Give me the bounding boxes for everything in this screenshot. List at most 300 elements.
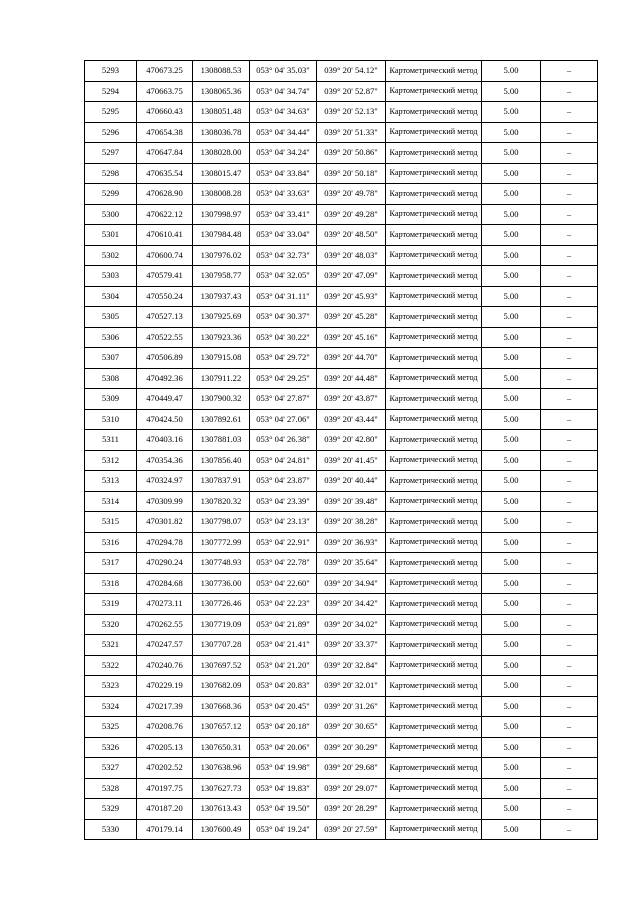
coord-y-cell: 1307668.36: [193, 696, 250, 717]
coord-x-cell: 470506.89: [137, 348, 193, 369]
coord-x-cell: 470229.19: [137, 676, 193, 697]
latitude-cell: 053° 04' 23.13": [250, 512, 317, 533]
note-cell: –: [541, 758, 598, 779]
method-cell: Картометрический метод: [386, 758, 482, 779]
coord-y-cell: 1308008.28: [193, 184, 250, 205]
note-cell: –: [541, 266, 598, 287]
coord-y-cell: 1307923.36: [193, 327, 250, 348]
coordinates-table: [84, 60, 598, 840]
longitude-cell: 039° 20' 54.12": [317, 61, 386, 82]
longitude-cell: 039° 20' 50.86": [317, 143, 386, 164]
method-cell: Картометрический метод: [386, 61, 482, 82]
coord-y-cell: 1307798.07: [193, 512, 250, 533]
table-row: [85, 512, 598, 533]
longitude-cell: 039° 20' 39.48": [317, 491, 386, 512]
table-row: [85, 143, 598, 164]
coord-x-cell: 470354.36: [137, 450, 193, 471]
note-cell: –: [541, 143, 598, 164]
note-cell: –: [541, 389, 598, 410]
coord-x-cell: 470240.76: [137, 655, 193, 676]
coord-x-cell: 470673.25: [137, 61, 193, 82]
accuracy-cell: 5.00: [482, 717, 541, 738]
coord-x-cell: 470294.78: [137, 532, 193, 553]
method-cell: Картометрический метод: [386, 532, 482, 553]
note-cell: –: [541, 471, 598, 492]
table-row: [85, 614, 598, 635]
accuracy-cell: 5.00: [482, 61, 541, 82]
accuracy-cell: 5.00: [482, 512, 541, 533]
latitude-cell: 053° 04' 32.05": [250, 266, 317, 287]
longitude-cell: 039° 20' 40.44": [317, 471, 386, 492]
note-cell: –: [541, 204, 598, 225]
point-number-cell: 5313: [85, 471, 137, 492]
latitude-cell: 053° 04' 34.44": [250, 122, 317, 143]
coord-x-cell: 470205.13: [137, 737, 193, 758]
method-cell: Картометрический метод: [386, 225, 482, 246]
coord-x-cell: 470647.84: [137, 143, 193, 164]
note-cell: –: [541, 122, 598, 143]
table-row: [85, 676, 598, 697]
method-cell: Картометрический метод: [386, 594, 482, 615]
accuracy-cell: 5.00: [482, 327, 541, 348]
table-row: [85, 245, 598, 266]
coord-x-cell: 470449.47: [137, 389, 193, 410]
point-number-cell: 5294: [85, 81, 137, 102]
accuracy-cell: 5.00: [482, 409, 541, 430]
table-row: [85, 737, 598, 758]
coord-y-cell: 1308088.53: [193, 61, 250, 82]
point-number-cell: 5306: [85, 327, 137, 348]
latitude-cell: 053° 04' 22.60": [250, 573, 317, 594]
point-number-cell: 5311: [85, 430, 137, 451]
coord-x-cell: 470284.68: [137, 573, 193, 594]
accuracy-cell: 5.00: [482, 348, 541, 369]
method-cell: Картометрический метод: [386, 471, 482, 492]
method-cell: Картометрический метод: [386, 143, 482, 164]
table-row: [85, 471, 598, 492]
latitude-cell: 053° 04' 33.84": [250, 163, 317, 184]
latitude-cell: 053° 04' 31.11": [250, 286, 317, 307]
accuracy-cell: 5.00: [482, 163, 541, 184]
point-number-cell: 5303: [85, 266, 137, 287]
table-row: [85, 102, 598, 123]
longitude-cell: 039° 20' 32.84": [317, 655, 386, 676]
point-number-cell: 5302: [85, 245, 137, 266]
method-cell: Картометрический метод: [386, 819, 482, 840]
accuracy-cell: 5.00: [482, 225, 541, 246]
accuracy-cell: 5.00: [482, 184, 541, 205]
coord-x-cell: 470324.97: [137, 471, 193, 492]
table-row: [85, 450, 598, 471]
method-cell: Картометрический метод: [386, 204, 482, 225]
point-number-cell: 5320: [85, 614, 137, 635]
longitude-cell: 039° 20' 51.33": [317, 122, 386, 143]
longitude-cell: 039° 20' 47.09": [317, 266, 386, 287]
coord-y-cell: 1307837.91: [193, 471, 250, 492]
longitude-cell: 039° 20' 27.59": [317, 819, 386, 840]
note-cell: –: [541, 430, 598, 451]
latitude-cell: 053° 04' 19.50": [250, 799, 317, 820]
longitude-cell: 039° 20' 32.01": [317, 676, 386, 697]
table-row: [85, 758, 598, 779]
point-number-cell: 5305: [85, 307, 137, 328]
coord-y-cell: 1307682.09: [193, 676, 250, 697]
note-cell: –: [541, 635, 598, 656]
longitude-cell: 039° 20' 30.65": [317, 717, 386, 738]
note-cell: –: [541, 512, 598, 533]
table-row: [85, 532, 598, 553]
method-cell: Картометрический метод: [386, 245, 482, 266]
method-cell: Картометрический метод: [386, 184, 482, 205]
longitude-cell: 039° 20' 33.37": [317, 635, 386, 656]
latitude-cell: 053° 04' 22.78": [250, 553, 317, 574]
point-number-cell: 5298: [85, 163, 137, 184]
latitude-cell: 053° 04' 34.74": [250, 81, 317, 102]
point-number-cell: 5307: [85, 348, 137, 369]
note-cell: –: [541, 655, 598, 676]
latitude-cell: 053° 04' 26.38": [250, 430, 317, 451]
longitude-cell: 039° 20' 34.42": [317, 594, 386, 615]
note-cell: –: [541, 532, 598, 553]
coord-x-cell: 470273.11: [137, 594, 193, 615]
coord-y-cell: 1307638.96: [193, 758, 250, 779]
coord-y-cell: 1307900.32: [193, 389, 250, 410]
longitude-cell: 039° 20' 38.28": [317, 512, 386, 533]
longitude-cell: 039° 20' 45.93": [317, 286, 386, 307]
point-number-cell: 5322: [85, 655, 137, 676]
latitude-cell: 053° 04' 21.89": [250, 614, 317, 635]
latitude-cell: 053° 04' 29.72": [250, 348, 317, 369]
table-row: [85, 799, 598, 820]
accuracy-cell: 5.00: [482, 81, 541, 102]
point-number-cell: 5309: [85, 389, 137, 410]
longitude-cell: 039° 20' 29.68": [317, 758, 386, 779]
table-row: [85, 163, 598, 184]
coord-x-cell: 470654.38: [137, 122, 193, 143]
latitude-cell: 053° 04' 20.45": [250, 696, 317, 717]
point-number-cell: 5324: [85, 696, 137, 717]
table-row: [85, 409, 598, 430]
coord-x-cell: 470527.13: [137, 307, 193, 328]
latitude-cell: 053° 04' 21.20": [250, 655, 317, 676]
coord-x-cell: 470179.14: [137, 819, 193, 840]
latitude-cell: 053° 04' 27.06": [250, 409, 317, 430]
note-cell: –: [541, 184, 598, 205]
longitude-cell: 039° 20' 49.28": [317, 204, 386, 225]
longitude-cell: 039° 20' 43.87": [317, 389, 386, 410]
longitude-cell: 039° 20' 45.28": [317, 307, 386, 328]
coord-y-cell: 1308028.00: [193, 143, 250, 164]
accuracy-cell: 5.00: [482, 389, 541, 410]
longitude-cell: 039° 20' 34.94": [317, 573, 386, 594]
longitude-cell: 039° 20' 36.93": [317, 532, 386, 553]
note-cell: –: [541, 409, 598, 430]
method-cell: Картометрический метод: [386, 122, 482, 143]
coord-y-cell: 1307911.22: [193, 368, 250, 389]
method-cell: Картометрический метод: [386, 553, 482, 574]
method-cell: Картометрический метод: [386, 327, 482, 348]
note-cell: –: [541, 81, 598, 102]
latitude-cell: 053° 04' 27.87": [250, 389, 317, 410]
accuracy-cell: 5.00: [482, 450, 541, 471]
point-number-cell: 5312: [85, 450, 137, 471]
coord-y-cell: 1308065.36: [193, 81, 250, 102]
latitude-cell: 053° 04' 32.73": [250, 245, 317, 266]
coord-y-cell: 1307998.97: [193, 204, 250, 225]
coord-y-cell: 1307719.09: [193, 614, 250, 635]
coord-y-cell: 1307915.08: [193, 348, 250, 369]
accuracy-cell: 5.00: [482, 266, 541, 287]
note-cell: –: [541, 573, 598, 594]
latitude-cell: 053° 04' 19.98": [250, 758, 317, 779]
method-cell: Картометрический метод: [386, 286, 482, 307]
method-cell: Картометрический метод: [386, 717, 482, 738]
accuracy-cell: 5.00: [482, 778, 541, 799]
coord-x-cell: 470217.39: [137, 696, 193, 717]
method-cell: Картометрический метод: [386, 102, 482, 123]
note-cell: –: [541, 614, 598, 635]
latitude-cell: 053° 04' 34.63": [250, 102, 317, 123]
note-cell: –: [541, 737, 598, 758]
coord-x-cell: 470600.74: [137, 245, 193, 266]
table-row: [85, 81, 598, 102]
latitude-cell: 053° 04' 30.22": [250, 327, 317, 348]
note-cell: –: [541, 778, 598, 799]
accuracy-cell: 5.00: [482, 758, 541, 779]
latitude-cell: 053° 04' 20.83": [250, 676, 317, 697]
point-number-cell: 5299: [85, 184, 137, 205]
table-row: [85, 553, 598, 574]
longitude-cell: 039° 20' 41.45": [317, 450, 386, 471]
point-number-cell: 5326: [85, 737, 137, 758]
coord-y-cell: 1307976.02: [193, 245, 250, 266]
accuracy-cell: 5.00: [482, 286, 541, 307]
accuracy-cell: 5.00: [482, 614, 541, 635]
longitude-cell: 039° 20' 30.29": [317, 737, 386, 758]
longitude-cell: 039° 20' 29.07": [317, 778, 386, 799]
coord-y-cell: 1307736.00: [193, 573, 250, 594]
coord-y-cell: 1307627.73: [193, 778, 250, 799]
table-row: [85, 819, 598, 840]
latitude-cell: 053° 04' 19.24": [250, 819, 317, 840]
accuracy-cell: 5.00: [482, 102, 541, 123]
latitude-cell: 053° 04' 19.83": [250, 778, 317, 799]
method-cell: Картометрический метод: [386, 307, 482, 328]
table-row: [85, 696, 598, 717]
point-number-cell: 5323: [85, 676, 137, 697]
coord-x-cell: 470309.99: [137, 491, 193, 512]
method-cell: Картометрический метод: [386, 635, 482, 656]
accuracy-cell: 5.00: [482, 655, 541, 676]
accuracy-cell: 5.00: [482, 594, 541, 615]
method-cell: Картометрический метод: [386, 614, 482, 635]
method-cell: Картометрический метод: [386, 512, 482, 533]
latitude-cell: 053° 04' 20.06": [250, 737, 317, 758]
point-number-cell: 5304: [85, 286, 137, 307]
accuracy-cell: 5.00: [482, 799, 541, 820]
coord-x-cell: 470262.55: [137, 614, 193, 635]
method-cell: Картометрический метод: [386, 696, 482, 717]
accuracy-cell: 5.00: [482, 635, 541, 656]
point-number-cell: 5295: [85, 102, 137, 123]
coord-x-cell: 470622.12: [137, 204, 193, 225]
table-row: [85, 184, 598, 205]
coord-y-cell: 1307881.03: [193, 430, 250, 451]
note-cell: –: [541, 368, 598, 389]
note-cell: –: [541, 307, 598, 328]
coord-y-cell: 1307613.43: [193, 799, 250, 820]
method-cell: Картометрический метод: [386, 368, 482, 389]
coord-x-cell: 470403.16: [137, 430, 193, 451]
method-cell: Картометрический метод: [386, 430, 482, 451]
accuracy-cell: 5.00: [482, 122, 541, 143]
table-row: [85, 348, 598, 369]
point-number-cell: 5327: [85, 758, 137, 779]
latitude-cell: 053° 04' 22.23": [250, 594, 317, 615]
point-number-cell: 5315: [85, 512, 137, 533]
accuracy-cell: 5.00: [482, 245, 541, 266]
coordinates-table-container: [84, 60, 598, 840]
coord-x-cell: 470290.24: [137, 553, 193, 574]
accuracy-cell: 5.00: [482, 737, 541, 758]
coord-x-cell: 470660.43: [137, 102, 193, 123]
table-row: [85, 61, 598, 82]
coord-x-cell: 470187.20: [137, 799, 193, 820]
method-cell: Картометрический метод: [386, 389, 482, 410]
longitude-cell: 039° 20' 48.50": [317, 225, 386, 246]
table-row: [85, 635, 598, 656]
point-number-cell: 5296: [85, 122, 137, 143]
accuracy-cell: 5.00: [482, 491, 541, 512]
note-cell: –: [541, 491, 598, 512]
method-cell: Картометрический метод: [386, 348, 482, 369]
accuracy-cell: 5.00: [482, 471, 541, 492]
coord-x-cell: 470628.90: [137, 184, 193, 205]
table-row: [85, 491, 598, 512]
note-cell: –: [541, 225, 598, 246]
coord-x-cell: 470197.75: [137, 778, 193, 799]
point-number-cell: 5316: [85, 532, 137, 553]
coord-x-cell: 470208.76: [137, 717, 193, 738]
accuracy-cell: 5.00: [482, 819, 541, 840]
point-number-cell: 5330: [85, 819, 137, 840]
coord-x-cell: 470522.55: [137, 327, 193, 348]
latitude-cell: 053° 04' 33.63": [250, 184, 317, 205]
coord-y-cell: 1308036.78: [193, 122, 250, 143]
point-number-cell: 5308: [85, 368, 137, 389]
note-cell: –: [541, 327, 598, 348]
table-row: [85, 655, 598, 676]
method-cell: Картометрический метод: [386, 81, 482, 102]
longitude-cell: 039° 20' 42.80": [317, 430, 386, 451]
coord-y-cell: 1307856.40: [193, 450, 250, 471]
longitude-cell: 039° 20' 49.78": [317, 184, 386, 205]
method-cell: Картометрический метод: [386, 409, 482, 430]
longitude-cell: 039° 20' 48.03": [317, 245, 386, 266]
latitude-cell: 053° 04' 23.39": [250, 491, 317, 512]
note-cell: –: [541, 696, 598, 717]
table-row: [85, 122, 598, 143]
coord-x-cell: 470202.52: [137, 758, 193, 779]
point-number-cell: 5293: [85, 61, 137, 82]
note-cell: –: [541, 553, 598, 574]
coord-y-cell: 1308015.47: [193, 163, 250, 184]
longitude-cell: 039° 20' 52.13": [317, 102, 386, 123]
table-row: [85, 286, 598, 307]
latitude-cell: 053° 04' 29.25": [250, 368, 317, 389]
longitude-cell: 039° 20' 52.87": [317, 81, 386, 102]
note-cell: –: [541, 717, 598, 738]
table-row: [85, 266, 598, 287]
accuracy-cell: 5.00: [482, 573, 541, 594]
latitude-cell: 053° 04' 33.04": [250, 225, 317, 246]
method-cell: Картометрический метод: [386, 676, 482, 697]
coord-y-cell: 1307748.93: [193, 553, 250, 574]
note-cell: –: [541, 102, 598, 123]
accuracy-cell: 5.00: [482, 553, 541, 574]
longitude-cell: 039° 20' 43.44": [317, 409, 386, 430]
latitude-cell: 053° 04' 34.24": [250, 143, 317, 164]
coord-x-cell: 470550.24: [137, 286, 193, 307]
accuracy-cell: 5.00: [482, 143, 541, 164]
point-number-cell: 5310: [85, 409, 137, 430]
method-cell: Картометрический метод: [386, 737, 482, 758]
point-number-cell: 5318: [85, 573, 137, 594]
latitude-cell: 053° 04' 23.87": [250, 471, 317, 492]
table-row: [85, 573, 598, 594]
method-cell: Картометрический метод: [386, 450, 482, 471]
longitude-cell: 039° 20' 50.18": [317, 163, 386, 184]
note-cell: –: [541, 61, 598, 82]
coord-y-cell: 1307958.77: [193, 266, 250, 287]
coord-x-cell: 470424.50: [137, 409, 193, 430]
accuracy-cell: 5.00: [482, 204, 541, 225]
note-cell: –: [541, 799, 598, 820]
table-row: [85, 430, 598, 451]
coord-y-cell: 1307707.28: [193, 635, 250, 656]
accuracy-cell: 5.00: [482, 676, 541, 697]
method-cell: Картометрический метод: [386, 655, 482, 676]
accuracy-cell: 5.00: [482, 696, 541, 717]
method-cell: Картометрический метод: [386, 266, 482, 287]
coord-y-cell: 1307925.69: [193, 307, 250, 328]
latitude-cell: 053° 04' 35.03": [250, 61, 317, 82]
note-cell: –: [541, 163, 598, 184]
point-number-cell: 5329: [85, 799, 137, 820]
coord-x-cell: 470663.75: [137, 81, 193, 102]
longitude-cell: 039° 20' 28.29": [317, 799, 386, 820]
method-cell: Картометрический метод: [386, 799, 482, 820]
table-row: [85, 717, 598, 738]
longitude-cell: 039° 20' 35.64": [317, 553, 386, 574]
point-number-cell: 5314: [85, 491, 137, 512]
latitude-cell: 053° 04' 33.41": [250, 204, 317, 225]
coord-x-cell: 470492.36: [137, 368, 193, 389]
note-cell: –: [541, 676, 598, 697]
note-cell: –: [541, 819, 598, 840]
latitude-cell: 053° 04' 21.41": [250, 635, 317, 656]
coordinates-table-body: [85, 61, 598, 840]
table-row: [85, 204, 598, 225]
point-number-cell: 5297: [85, 143, 137, 164]
latitude-cell: 053° 04' 20.18": [250, 717, 317, 738]
longitude-cell: 039° 20' 44.48": [317, 368, 386, 389]
coord-y-cell: 1307600.49: [193, 819, 250, 840]
point-number-cell: 5325: [85, 717, 137, 738]
latitude-cell: 053° 04' 30.37": [250, 307, 317, 328]
longitude-cell: 039° 20' 31.26": [317, 696, 386, 717]
accuracy-cell: 5.00: [482, 532, 541, 553]
